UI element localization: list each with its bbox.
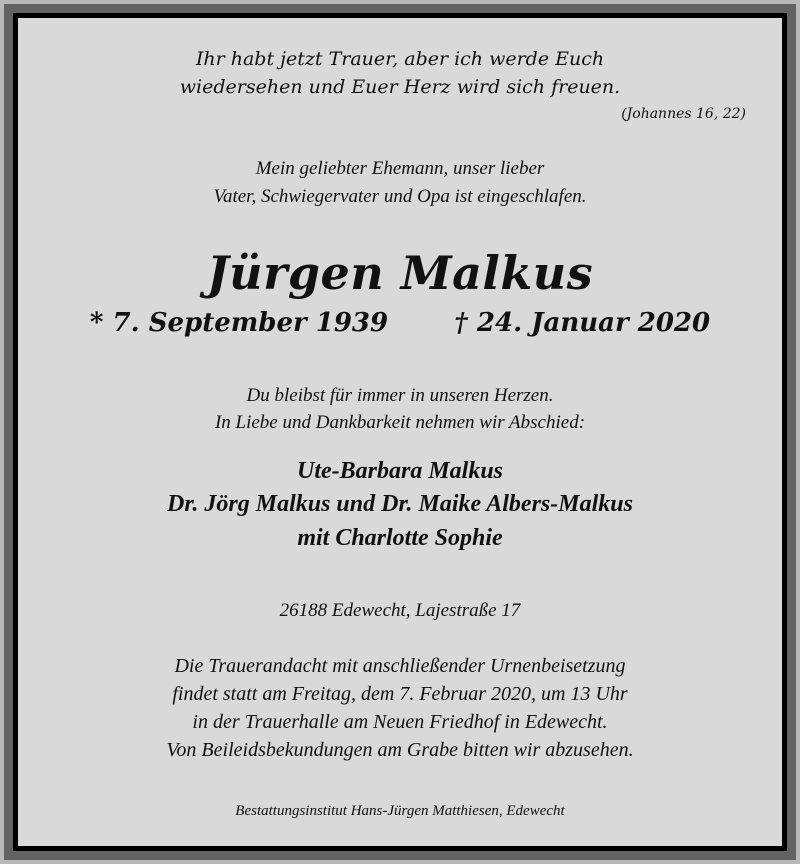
intro-line-2: Vater, Schwiegervater und Opa ist eingeschlafen. — [213, 186, 587, 207]
life-dates — [18, 308, 782, 338]
intro-line-1: Mein geliebter Ehemann, unser lieber — [255, 158, 545, 179]
service-line-2: findet statt am Freitag, dem 7. Februar 2020, um 13 Uhr — [172, 683, 628, 705]
death-date: † 24. Januar 2020 — [454, 308, 711, 338]
service-line-1: Die Trauerandacht mit anschließender Urnenbeisetzung — [174, 655, 626, 677]
deceased-name: Jürgen Malkus — [206, 246, 594, 300]
mourner-3: mit Charlotte Sophie — [297, 525, 503, 551]
service-line-4: Von Beileidsbekundungen am Grabe bitten wir abzusehen. — [166, 739, 634, 761]
birth-date: * 7. September 1939 — [89, 308, 389, 338]
service-line-3: in der Trauerhalle am Neuen Friedhof in Edewecht. — [192, 711, 608, 733]
mourner-1: Ute-Barbara Malkus — [296, 458, 504, 484]
farewell-line-1: Du bleibst für immer in unseren Herzen. — [246, 385, 554, 406]
farewell-line-2: In Liebe und Dankbarkeit nehmen wir Abschied: — [214, 412, 586, 433]
mourner-2: Dr. Jörg Malkus und Dr. Maike Albers-Malkus — [167, 491, 633, 517]
motto-line-2: wiedersehen und Euer Herz wird sich freuen. — [179, 76, 621, 98]
obituary-notice — [13, 13, 787, 851]
bible-reference: (Johannes 16, 22) — [621, 106, 746, 122]
notice-content — [18, 18, 782, 846]
address: 26188 Edewecht, Lajestraße 17 — [279, 600, 521, 621]
undertaker: Bestattungsinstitut Hans-Jürgen Matthiesen, Edewecht — [235, 803, 565, 819]
motto-line-1: Ihr habt jetzt Trauer, aber ich werde Euch — [195, 48, 605, 70]
